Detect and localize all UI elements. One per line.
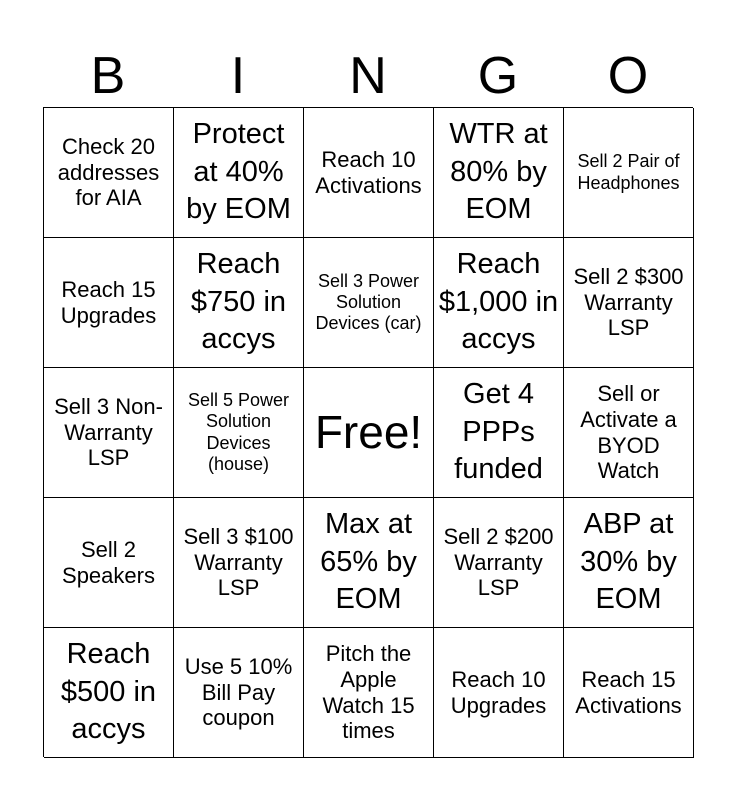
free-space-text: Free! bbox=[314, 406, 423, 459]
bingo-cell-r4c1[interactable] bbox=[44, 498, 174, 628]
cell-text: Reach 15 Upgrades bbox=[60, 276, 157, 328]
cell-text: Reach 15 Activations bbox=[575, 666, 682, 718]
bingo-cell-r2c1[interactable] bbox=[44, 238, 174, 368]
cell-text: Sell 3 Power Solution Devices (car) bbox=[315, 270, 422, 334]
header-letter-i: I bbox=[230, 47, 246, 105]
bingo-cell-r3c4[interactable] bbox=[434, 368, 564, 498]
cell-text: Check 20 addresses for AIA bbox=[57, 133, 160, 211]
bingo-cell-r1c2[interactable] bbox=[174, 108, 304, 238]
bingo-cell-r2c4[interactable] bbox=[434, 238, 564, 368]
bingo-cell-r3c5[interactable] bbox=[564, 368, 694, 498]
bingo-cell-r5c4[interactable] bbox=[434, 628, 564, 758]
bingo-cell-r3c1[interactable] bbox=[44, 368, 174, 498]
cell-text: Sell 3 $100 Warranty LSP bbox=[183, 523, 294, 601]
bingo-cell-r4c3[interactable] bbox=[304, 498, 434, 628]
cell-text: Pitch the Apple Watch 15 times bbox=[322, 640, 415, 744]
bingo-cell-r5c1[interactable] bbox=[44, 628, 174, 758]
cell-text: Sell or Activate a BYOD Watch bbox=[580, 380, 677, 484]
bingo-cell-r4c4[interactable] bbox=[434, 498, 564, 628]
header-letter-g: G bbox=[477, 47, 519, 105]
bingo-cell-r4c5[interactable] bbox=[564, 498, 694, 628]
cell-text: Reach $500 in accys bbox=[60, 637, 157, 746]
bingo-cell-r1c3[interactable] bbox=[304, 108, 434, 238]
header-letter-b: B bbox=[90, 47, 126, 105]
cell-text: Reach $1,000 in accys bbox=[438, 247, 559, 356]
bingo-cell-r4c2[interactable] bbox=[174, 498, 304, 628]
bingo-header bbox=[43, 44, 693, 108]
bingo-cell-r3c2[interactable] bbox=[174, 368, 304, 498]
cell-text: ABP at 30% by EOM bbox=[580, 507, 677, 616]
cell-text: Sell 2 Pair of Headphones bbox=[577, 151, 680, 193]
cell-text: Get 4 PPPs funded bbox=[454, 377, 543, 486]
bingo-cell-r1c1[interactable] bbox=[44, 108, 174, 238]
cell-text: Sell 5 Power Solution Devices (house) bbox=[187, 390, 290, 474]
header-letter-o: O bbox=[607, 47, 649, 105]
bingo-cell-r1c5[interactable] bbox=[564, 108, 694, 238]
cell-text: Max at 65% by EOM bbox=[320, 507, 417, 616]
cell-text: WTR at 80% by EOM bbox=[449, 117, 548, 226]
cell-text: Reach 10 Activations bbox=[315, 146, 422, 198]
cell-text: Sell 2 $300 Warranty LSP bbox=[573, 263, 684, 341]
cell-text: Sell 2 $200 Warranty LSP bbox=[443, 523, 554, 601]
bingo-cell-r2c5[interactable] bbox=[564, 238, 694, 368]
cell-text: Reach 10 Upgrades bbox=[450, 666, 547, 718]
bingo-cell-free[interactable] bbox=[304, 368, 434, 498]
header-letter-n: N bbox=[349, 47, 387, 105]
bingo-cell-r5c5[interactable] bbox=[564, 628, 694, 758]
bingo-cell-r2c2[interactable] bbox=[174, 238, 304, 368]
bingo-cell-r1c4[interactable] bbox=[434, 108, 564, 238]
cell-text: Sell 3 Non-Warranty LSP bbox=[54, 393, 163, 471]
cell-text: Reach $750 in accys bbox=[190, 247, 287, 356]
cell-text: Sell 2 Speakers bbox=[62, 536, 155, 588]
bingo-cell-r5c3[interactable] bbox=[304, 628, 434, 758]
cell-text: Protect at 40% by EOM bbox=[186, 117, 291, 226]
bingo-cell-r5c2[interactable] bbox=[174, 628, 304, 758]
cell-text: Use 5 10% Bill Pay coupon bbox=[184, 653, 293, 731]
bingo-board bbox=[43, 107, 693, 757]
bingo-cell-r2c3[interactable] bbox=[304, 238, 434, 368]
